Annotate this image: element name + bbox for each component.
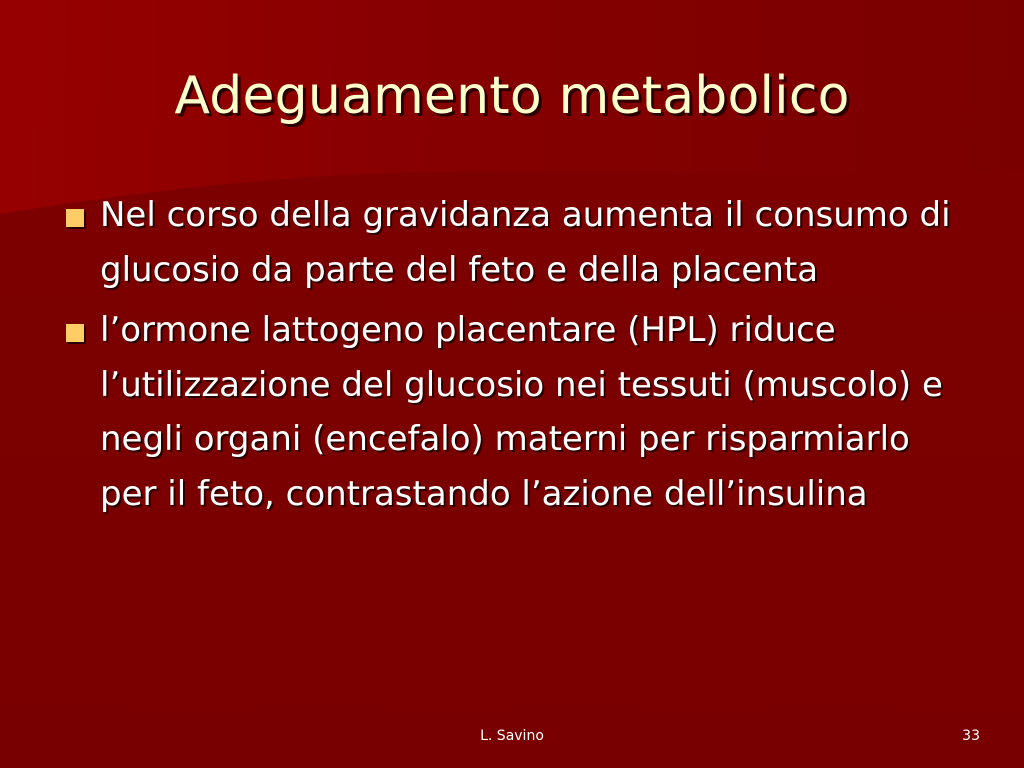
bullet-text: l’ormone lattogeno placentare (HPL) riduce l’utilizzazione del glucosio nei tessuti (muscolo) e negli organi (encefalo) materni per risparmiarlo per il feto, contrastando l’azione dell’insulina	[100, 310, 943, 514]
square-bullet-icon	[66, 324, 84, 342]
bullet-item	[60, 303, 970, 521]
footer-author: L. Savino	[480, 728, 544, 744]
slide-title: Adeguamento metabolico	[174, 66, 850, 126]
bullet-item	[60, 188, 970, 297]
square-bullet-icon	[66, 209, 84, 227]
slide-number: 33	[962, 728, 980, 744]
bullet-text: Nel corso della gravidanza aumenta il consumo di glucosio da parte del feto e della placenta	[100, 195, 951, 290]
bullet-list	[60, 188, 970, 528]
